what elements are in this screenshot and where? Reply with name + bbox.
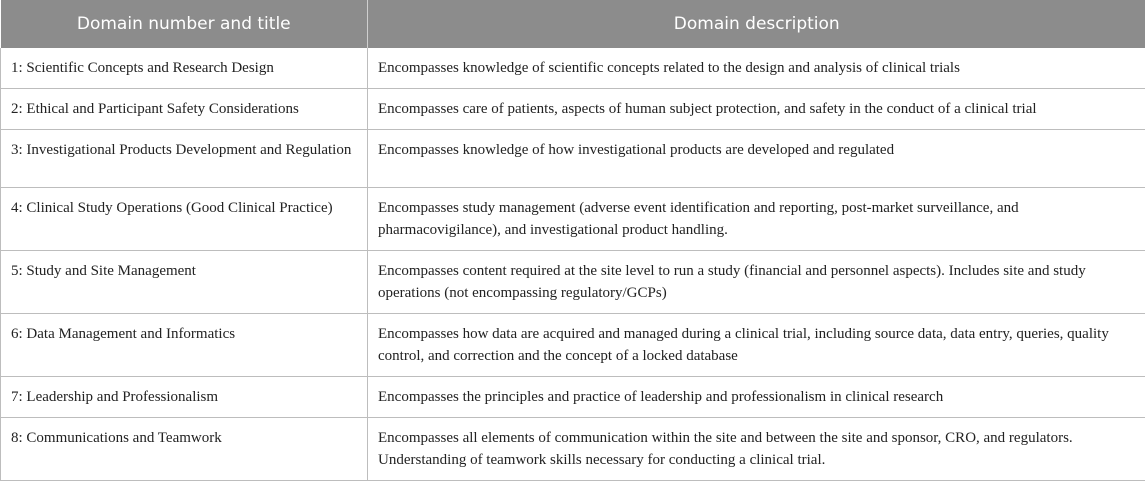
table-row — [1, 48, 1145, 89]
table-row — [1, 251, 1145, 314]
table-row — [1, 377, 1145, 418]
domain-description-cell: Encompasses knowledge of scientific concepts related to the design and analysis of clinical trials — [368, 48, 1145, 89]
table-row — [1, 130, 1145, 188]
domain-description-cell: Encompasses the principles and practice of leadership and professionalism in clinical research — [368, 377, 1145, 418]
header-domain-description: Domain description — [368, 0, 1145, 48]
domain-title-cell: 6: Data Management and Informatics — [1, 314, 368, 377]
domain-description-cell: Encompasses content required at the site level to run a study (financial and personnel aspects). Includes site and study operations (not encompassing regulatory/GCPs) — [368, 251, 1145, 314]
table-row — [1, 89, 1145, 130]
domain-title-cell: 2: Ethical and Participant Safety Considerations — [1, 89, 368, 130]
table-row — [1, 188, 1145, 251]
header-domain-title: Domain number and title — [1, 0, 368, 48]
domain-title-cell: 8: Communications and Teamwork — [1, 418, 368, 481]
table-row — [1, 314, 1145, 377]
table-header — [1, 0, 1145, 48]
domain-title-cell: 3: Investigational Products Development and Regulation — [1, 130, 368, 188]
table-body — [1, 48, 1145, 481]
domain-title-cell: 5: Study and Site Management — [1, 251, 368, 314]
domain-description-cell: Encompasses study management (adverse event identification and reporting, post-market surveillance, and pharmacovigilance), and investigational product handling. — [368, 188, 1145, 251]
domain-title-cell: 1: Scientific Concepts and Research Design — [1, 48, 368, 89]
domain-description-cell: Encompasses how data are acquired and managed during a clinical trial, including source data, data entry, queries, quality control, and correction and the concept of a locked database — [368, 314, 1145, 377]
header-row — [1, 0, 1145, 48]
table-row — [1, 418, 1145, 481]
domain-title-cell: 7: Leadership and Professionalism — [1, 377, 368, 418]
domain-description-cell: Encompasses care of patients, aspects of human subject protection, and safety in the conduct of a clinical trial — [368, 89, 1145, 130]
domain-description-cell: Encompasses knowledge of how investigational products are developed and regulated — [368, 130, 1145, 188]
domain-description-cell: Encompasses all elements of communication within the site and between the site and sponsor, CRO, and regulators. Understanding of teamwork skills necessary for conducting a clinical trial. — [368, 418, 1145, 481]
domain-title-cell: 4: Clinical Study Operations (Good Clinical Practice) — [1, 188, 368, 251]
